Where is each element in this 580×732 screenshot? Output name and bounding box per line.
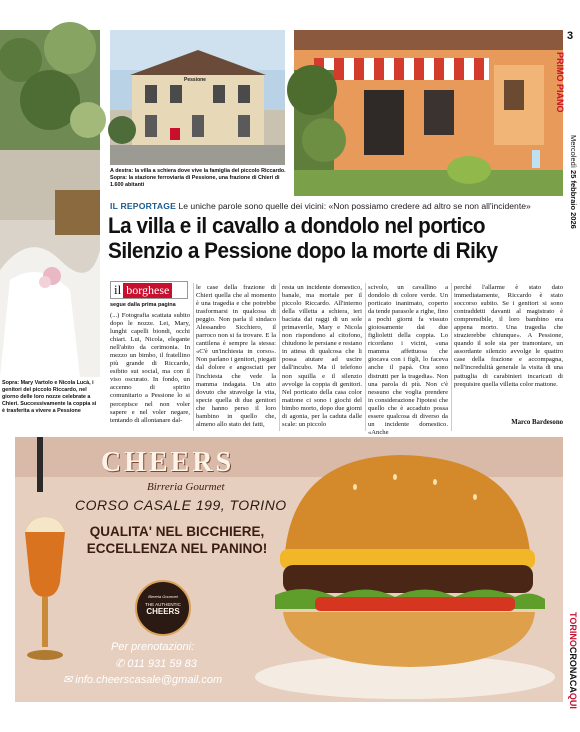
badge-mid: THE AUTHENTIC <box>145 602 181 607</box>
body-col-2: le case della frazione di Chieri quella che al momento è una tragedia e che potrebbe trasformarsi in qualcosa di peggio. Non parla il sindaco Alessandro Sicchiero, il parroco non si fa trovare. E la cantilena è sempre la stessa: «C'è un'inchiesta in corso». Non parlano i genitori, piegati dal dolore e angosciati per l'inchiesta che vede la mamma indagata. Un atto dovuto che stravolge la vita, specie quella di due genitori che hanno perso il loro bambino in quello che, almeno allo stato dei fatti, <box>196 284 276 428</box>
body-col-4: scivolo, un cavallino a dondolo di colore verde. Un porticato inanimato, coperto da tende parasole a righe, fino a pochi giorni fa vissuto gioiosamente dai due figlioletti della coppia. Lo ricordano i vicini, «una mamma affettuosa che giocava con i figli, lo faceva anche il papà. Ora sono distrutti per la tragedia». Non una parola di più. Non c'è nessuno che voglia prendere in considerazione l'ipotesi che quello che è accaduto possa essere qualcosa di diverso da un incidente domestico. «Anche <box>368 284 448 436</box>
wedding-photo <box>0 30 100 377</box>
section-label <box>555 52 565 113</box>
ad-address: CORSO CASALE 199, TORINO <box>75 497 287 513</box>
ad-brand: CHEERS <box>101 447 235 478</box>
body-col-1: (...) Fotografia scattata subito dopo le nozze. Lei, Mary, lunghi capelli biondi, occhi chiari. Lui, Nicola, elegante nell'abito da cerimonia. In mezzo un bimbo, il fratellino più grande di Riccardo, esibito sui social, ma con il viso oscurato. In fondo, un accenno di spirito comunitario a Pessione lo si percepisce nel non voler sapere e nel voler negare, tentando di allontanare dal- <box>110 312 190 424</box>
cheers-ad <box>15 437 563 702</box>
date-day: Mercoledì <box>569 135 578 168</box>
ad-slogan-2: ECCELLENZA NEL PANINO! <box>86 541 268 556</box>
footer-brand <box>568 612 578 709</box>
headline-line-2: Silenzio a Pessione dopo la morte di Riky <box>108 238 498 263</box>
kicker-text: Le uniche parole sono quelle dei vicini: «Non possiamo credere ad altro se non all'incidente» <box>178 201 531 211</box>
body-col-5: perché l'allarme è stato dato immediatamente, Riccardo è stato soccorso subito. Se i genitori si sono contraddetti davanti al magistrato è comprensibile, il loro bambino era appena morto. Una tragedia che strazierebbe chiunque». A Pessione, quando il sole sta per tramontare, un assordante silenzio avvolge le quattro case della frazione e accompagna, nell'incredulità generale la visita di una pattuglia di carabinieri incaricati di prequisire quella villetta color mattone. <box>454 284 563 388</box>
caption-top: A destra: la villa a schiera dove vive la famiglia del piccolo Riccardo. Sopra: la stazione ferroviaria di Pessione, una frazione di Chieri di 1.600 abitanti <box>110 168 286 188</box>
logo-name: borghese <box>123 283 172 298</box>
ad-email-address: info.cheerscasale@gmail.com <box>75 674 223 686</box>
kicker-label: IL REPORTAGE <box>110 201 177 211</box>
station-sign: Pessione <box>184 77 206 83</box>
ad-slogan <box>57 523 297 557</box>
station-photo <box>110 30 285 165</box>
caption-left: Sopra: Mary Vartolo e Nicola Lucà, i genitori del piccolo Riccardo, nel giorno delle loro nozze celebrate a Chieri. Successivamente la coppia si è trasferita a vivere a Pessione <box>2 380 97 414</box>
il-borghese-logo <box>110 281 188 299</box>
ad-slogan-1: QUALITA' NEL BICCHIERE, <box>89 524 265 539</box>
ad-phone-number: 011 931 59 83 <box>127 658 197 670</box>
villa-photo <box>294 30 563 196</box>
author: Marco Bardesono <box>511 419 563 426</box>
section-name: PRIMO PIANO <box>555 52 565 113</box>
ad-booking: Per prenotazioni: <box>111 641 195 653</box>
email-icon: ✉ <box>63 674 76 686</box>
ad-email <box>63 673 222 686</box>
footer-brand-1: TORINO <box>568 612 578 647</box>
logo-il: il <box>114 282 122 297</box>
body-col-3: resta un incidente domestico, banale, ma mortale per il piccolo Riccardo. All'interno della villetta a schiera, ieri baciata dai raggi di un sole primaverile, Mary e Nicola non rispondono al citofono, chiudono le persiane e restano in attesa di qualcosa che li possa aiutare ad uscire dall'incubo. Ma il telefono non squilla e il silenzio avvolge la coppia di genitori. Nel porticato della casa color mattone ci sono i giochi del bimbo morto, dopo due giorni di agonia, per la caduta dalle scale: un piccolo <box>282 284 362 428</box>
wedding-photo-art <box>0 30 100 377</box>
ad-phone <box>115 657 197 670</box>
headline-line-1: La villa e il cavallo a dondolo nel portico <box>108 213 486 238</box>
kicker <box>110 200 565 212</box>
logo-sub: segue dalla prima pagina <box>110 302 176 308</box>
page-date <box>569 135 578 229</box>
ad-badge <box>135 580 191 636</box>
ad-tagline: Birreria Gourmet <box>147 481 225 493</box>
headline <box>108 213 568 263</box>
footer-brand-3: QUI <box>568 692 578 709</box>
col-divider <box>193 283 194 431</box>
col-divider <box>365 283 366 431</box>
footer-brand-2: CRONACA <box>568 646 578 693</box>
ad-art <box>15 437 563 702</box>
date-rest: 25 febbraio 2026 <box>569 170 578 229</box>
page-number: 3 <box>567 30 574 42</box>
badge-top: Birreria Gourmet <box>148 594 178 599</box>
badge-name: CHEERS <box>146 607 180 616</box>
col-divider <box>279 283 280 431</box>
phone-icon: ✆ <box>115 658 128 670</box>
col-divider <box>451 283 452 431</box>
